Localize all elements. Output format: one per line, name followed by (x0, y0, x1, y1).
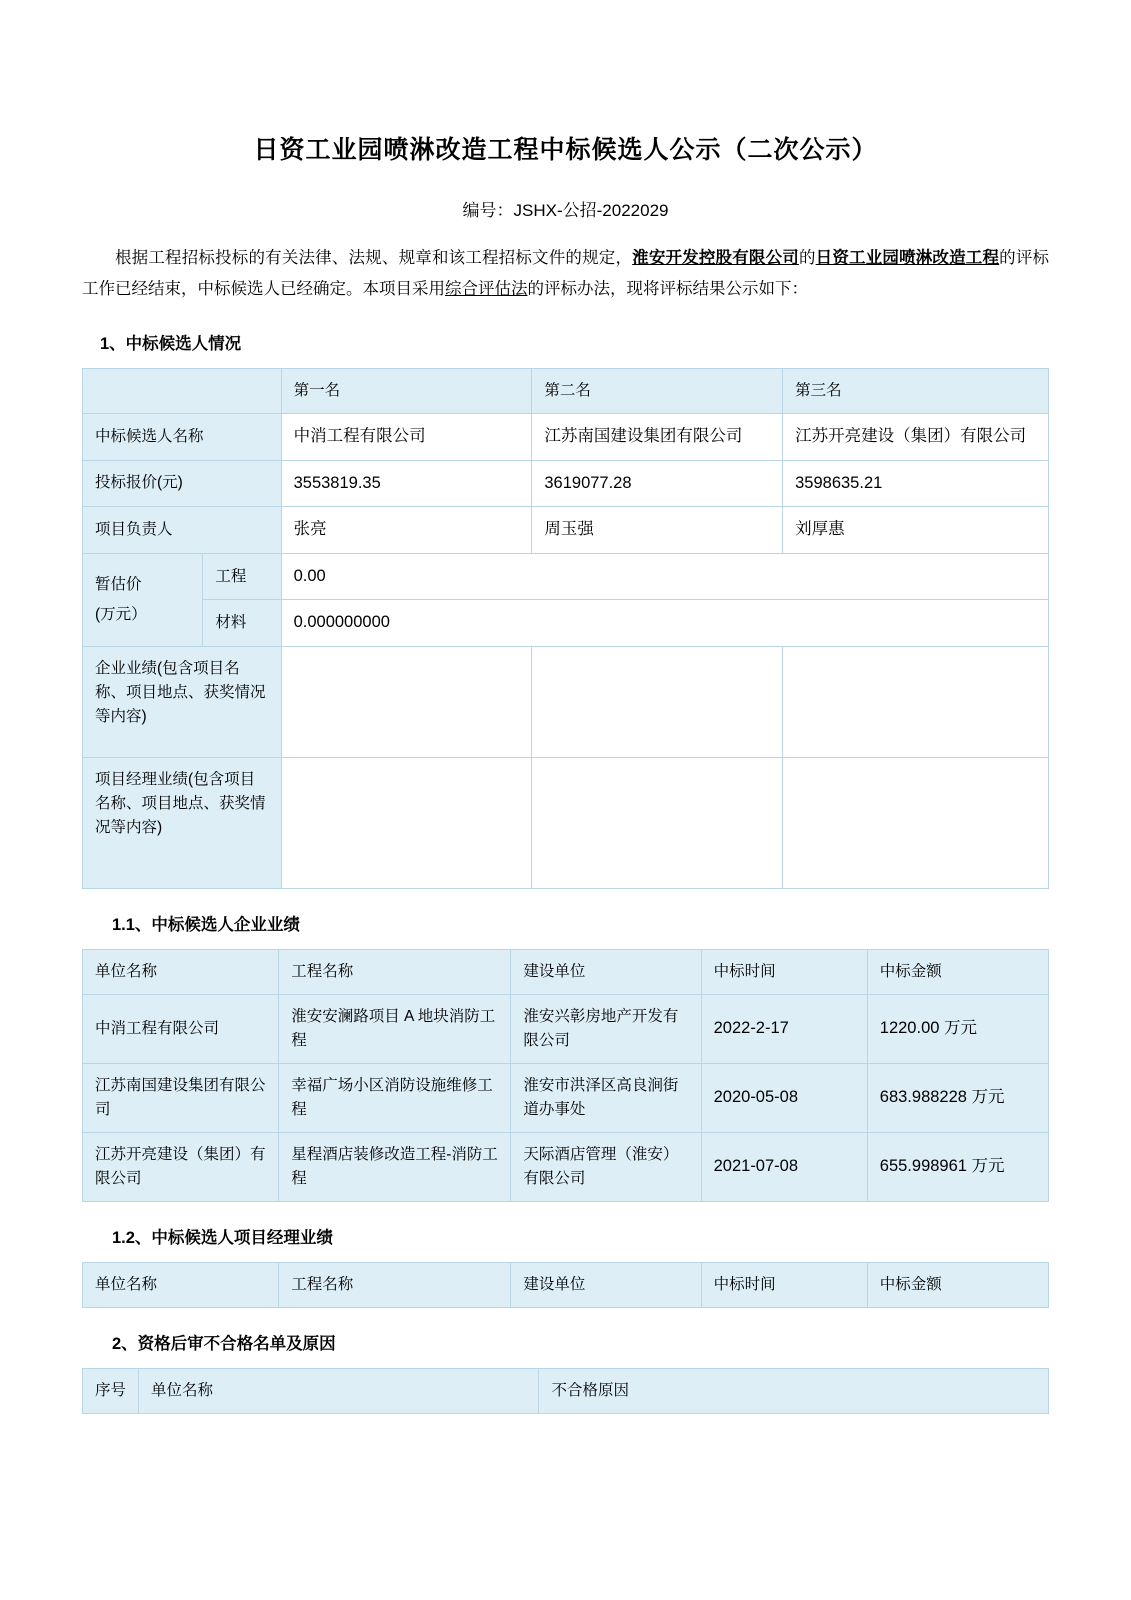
rank-header-blank (83, 369, 282, 414)
column-header-project: 工程名称 (279, 1262, 511, 1307)
cell-date: 2022-2-17 (701, 994, 867, 1063)
cell-amount: 1220.00 万元 (867, 994, 1048, 1063)
table-row-rank-header (83, 369, 1049, 414)
candidate-name-second: 江苏南国建设集团有限公司 (532, 414, 783, 461)
column-header-date: 中标时间 (701, 949, 867, 994)
candidate-name-third: 江苏开亮建设（集团）有限公司 (783, 414, 1049, 461)
cell-owner: 淮安兴彰房地产开发有限公司 (511, 994, 701, 1063)
intro-text-1: 根据工程招标投标的有关法律、法规、规章和该工程招标文件的规定， (115, 249, 633, 267)
table-row (83, 553, 1049, 600)
column-header-amount: 中标金额 (867, 949, 1048, 994)
enterprise-performance-first (281, 646, 532, 757)
page-title: 日资工业园喷淋改造工程中标候选人公示（二次公示） (253, 136, 878, 164)
table-row (83, 646, 1049, 757)
disqualified-table (82, 1368, 1049, 1414)
project-leader-second: 周玉强 (532, 507, 783, 554)
enterprise-performance-second (532, 646, 783, 757)
cell-project: 星程酒店装修改造工程-消防工程 (279, 1132, 511, 1201)
cell-unit: 中消工程有限公司 (83, 994, 279, 1063)
intro-link-project: 日资工业园喷淋改造工程 (815, 249, 1000, 267)
cell-date: 2021-07-08 (701, 1132, 867, 1201)
cell-owner: 淮安市洪泽区高良涧街道办事处 (511, 1063, 701, 1132)
cell-amount: 655.998961 万元 (867, 1132, 1048, 1201)
cell-unit: 江苏开亮建设（集团）有限公司 (83, 1132, 279, 1201)
rank-header-first: 第一名 (281, 369, 532, 414)
enterprise-performance-table (82, 949, 1049, 1202)
intro-text-2: 的 (798, 249, 816, 267)
intro-paragraph (82, 243, 1049, 304)
rank-header-second: 第二名 (532, 369, 783, 414)
intro-link-method: 综合评估法 (445, 279, 528, 298)
cell-owner: 天际酒店管理（淮安）有限公司 (511, 1132, 701, 1201)
column-header-owner: 建设单位 (511, 1262, 701, 1307)
row-label-candidate-name: 中标候选人名称 (83, 414, 282, 461)
cell-amount: 683.988228 万元 (867, 1063, 1048, 1132)
intro-text-4: 的评标办法，现将评标结果公示如下： (527, 279, 808, 298)
section-heading-disqualified: 2、资格后审不合格名单及原因 (112, 1334, 336, 1353)
table-row (83, 757, 1049, 888)
estimate-sublabel-material: 材料 (203, 600, 281, 647)
row-label-estimate-price (83, 553, 203, 646)
bid-price-second: 3619077.28 (532, 460, 783, 507)
column-header-project: 工程名称 (279, 949, 511, 994)
column-header-unit: 单位名称 (139, 1368, 539, 1413)
manager-performance-table (82, 1262, 1049, 1308)
estimate-label-line2: (万元） (95, 605, 147, 623)
cell-project: 淮安安澜路项目 A 地块消防工程 (279, 994, 511, 1063)
column-header-unit: 单位名称 (83, 1262, 279, 1307)
column-header-reason: 不合格原因 (539, 1368, 1049, 1413)
column-header-amount: 中标金额 (867, 1262, 1048, 1307)
table-row (83, 414, 1049, 461)
table-row (83, 460, 1049, 507)
row-label-bid-price: 投标报价(元) (83, 460, 282, 507)
row-label-project-leader: 项目负责人 (83, 507, 282, 554)
estimate-value-engineering: 0.00 (281, 553, 1048, 600)
cell-date: 2020-05-08 (701, 1063, 867, 1132)
intro-link-tenderer: 淮安开发控股有限公司 (632, 249, 799, 267)
table-header-row (83, 1368, 1049, 1413)
table-header-row (83, 1262, 1049, 1307)
manager-performance-second (532, 757, 783, 888)
candidate-name-first: 中消工程有限公司 (281, 414, 532, 461)
row-label-enterprise-performance: 企业业绩(包含项目名称、项目地点、获奖情况等内容) (83, 646, 282, 757)
bid-price-first: 3553819.35 (281, 460, 532, 507)
section-heading-manager-performance: 1.2、中标候选人项目经理业绩 (112, 1228, 333, 1247)
manager-performance-first (281, 757, 532, 888)
table-row (83, 600, 1049, 647)
column-header-date: 中标时间 (701, 1262, 867, 1307)
column-header-index: 序号 (83, 1368, 139, 1413)
column-header-owner: 建设单位 (511, 949, 701, 994)
table-row (83, 507, 1049, 554)
rank-header-third: 第三名 (783, 369, 1049, 414)
project-leader-first: 张亮 (281, 507, 532, 554)
cell-unit: 江苏南国建设集团有限公司 (83, 1063, 279, 1132)
enterprise-performance-third (783, 646, 1049, 757)
table-header-row (83, 949, 1049, 994)
row-label-manager-performance: 项目经理业绩(包含项目名称、项目地点、获奖情况等内容) (83, 757, 282, 888)
section-heading-candidates: 1、中标候选人情况 (100, 335, 242, 354)
column-header-unit: 单位名称 (83, 949, 279, 994)
candidates-table (82, 368, 1049, 889)
document-number: 编号：JSHX-公招-2022029 (462, 201, 669, 220)
table-row (83, 1132, 1049, 1201)
estimate-sublabel-engineering: 工程 (203, 553, 281, 600)
table-row (83, 1063, 1049, 1132)
cell-project: 幸福广场小区消防设施维修工程 (279, 1063, 511, 1132)
manager-performance-third (783, 757, 1049, 888)
estimate-label-line1: 暂估价 (95, 576, 142, 594)
section-heading-enterprise-performance: 1.1、中标候选人企业业绩 (112, 915, 300, 934)
intro-text-3: 的评标工作已经结束，中标候选人已经确定。本项目采用 (82, 249, 1050, 298)
bid-price-third: 3598635.21 (783, 460, 1049, 507)
table-row (83, 994, 1049, 1063)
project-leader-third: 刘厚惠 (783, 507, 1049, 554)
estimate-value-material: 0.000000000 (281, 600, 1048, 647)
